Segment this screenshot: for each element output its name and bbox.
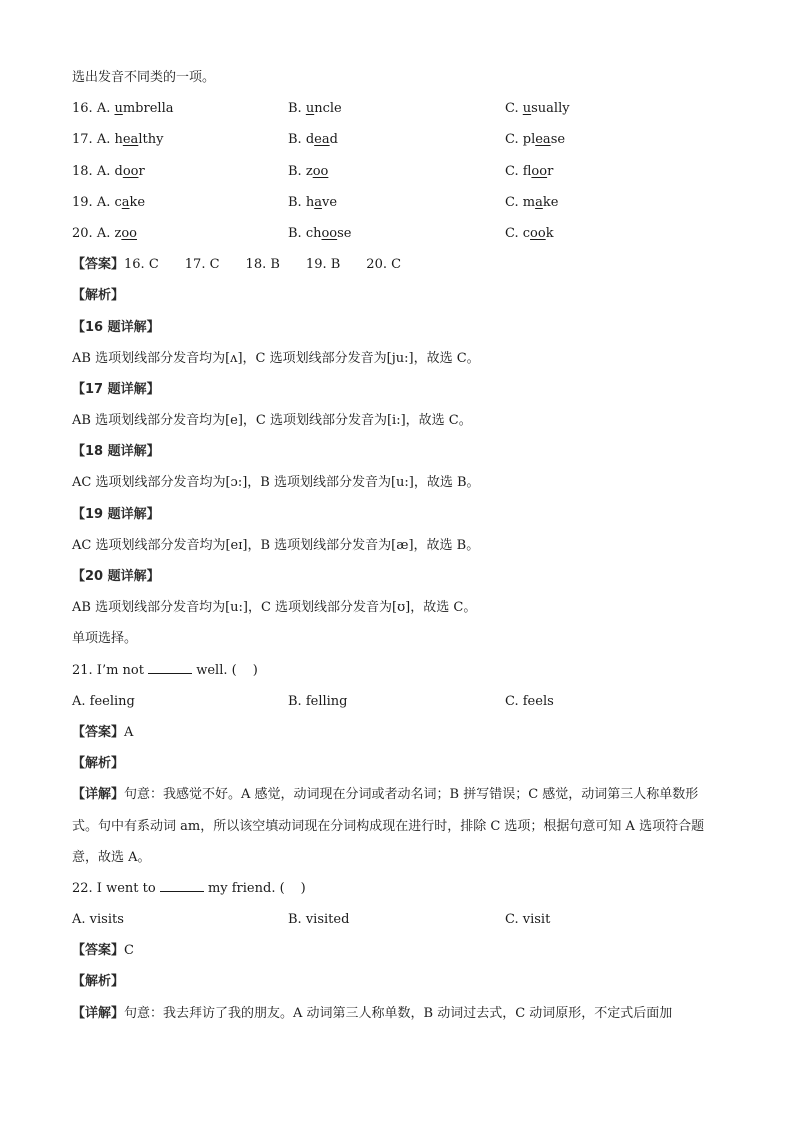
q22-option-c: C. visit	[505, 912, 551, 928]
question-row	[72, 93, 722, 124]
q22-stem-post: my friend. (	[203, 880, 285, 896]
answer-label: 【答案】	[72, 257, 125, 273]
option-text: B.	[288, 101, 306, 117]
option-c	[505, 93, 722, 124]
q21-option-c: C. feels	[505, 693, 554, 709]
option-text: C.	[505, 225, 523, 241]
detail-title-text: 【16 题详解】	[72, 319, 160, 335]
answer-item: 16. C	[124, 257, 159, 273]
option-text: 18.	[72, 163, 93, 179]
option-c	[505, 124, 722, 155]
underlined-letters: oo	[321, 225, 338, 241]
q22-detail-text: 句意：我去拜访了我的朋友。A 动词第三人称单数，B 动词过去式，C 动词原形，不定式后面加	[124, 1005, 673, 1021]
phonics-questions	[72, 93, 722, 249]
underlined-letters: oo	[122, 163, 139, 179]
underlined-letters: oo	[531, 163, 548, 179]
option-text: A.	[96, 163, 115, 179]
detail-title-text: 【17 题详解】	[72, 381, 160, 397]
option-a	[72, 93, 288, 124]
q21-analysis-heading	[72, 748, 722, 779]
option-a	[72, 218, 288, 249]
question-row	[72, 218, 722, 249]
option-text: ke	[129, 194, 146, 210]
option-text: 16.	[72, 101, 93, 117]
question-row	[72, 156, 722, 187]
option-text: k	[545, 225, 554, 241]
q22-blank	[160, 881, 204, 892]
detail-title	[72, 499, 722, 530]
document-page	[72, 62, 722, 1029]
q22-analysis-heading	[72, 966, 722, 997]
section1-instruction: 选出发音不同类的一项。	[72, 70, 216, 85]
q22-option-b: B. visited	[288, 912, 350, 928]
underlined-letters: a	[121, 194, 130, 210]
option-text: d	[305, 132, 315, 148]
q21-detail-label: 【详解】	[72, 787, 125, 803]
option-c	[505, 187, 722, 218]
underlined-letters: u	[522, 101, 532, 117]
option-text: 20.	[72, 225, 93, 241]
option-text: r	[138, 163, 145, 179]
option-text: d	[114, 163, 123, 179]
detail-text: AB 选项划线部分发音均为[u:]，C 选项划线部分发音为[ʊ]，故选 C。	[72, 600, 477, 616]
detail-title-text: 【19 题详解】	[72, 506, 160, 522]
underlined-letters: oo	[530, 225, 546, 241]
question-21-options	[72, 686, 722, 717]
q21-option-b: B. felling	[288, 693, 348, 709]
option-text: ch	[305, 225, 322, 241]
q21-answer: A	[124, 724, 134, 740]
question-22-options	[72, 904, 722, 935]
option-text: 17.	[72, 132, 93, 148]
option-text: B.	[288, 225, 306, 241]
option-text: B.	[288, 132, 306, 148]
question-row	[72, 124, 722, 155]
q21-answer-label: 【答案】	[72, 724, 125, 740]
q22-analysis-label: 【解析】	[72, 974, 125, 990]
answer-list	[124, 257, 427, 272]
option-text: h	[305, 194, 315, 210]
q21-stem-post: well. (	[192, 662, 237, 678]
detail-text: AB 选项划线部分发音均为[ʌ]，C 选项划线部分发音为[ju:]，故选 C。	[72, 350, 480, 366]
q22-answer: C	[124, 943, 134, 959]
answer-item: 18. B	[245, 257, 280, 273]
option-text: c	[114, 194, 122, 210]
detail-title-text: 【20 题详解】	[72, 569, 160, 584]
option-text: z	[114, 225, 122, 241]
q22-option-a: A. visits	[72, 912, 124, 928]
q21-answer-line	[72, 717, 722, 748]
option-text: C.	[505, 101, 523, 117]
analysis-label: 【解析】	[72, 288, 125, 304]
detail-text: AC 选项划线部分发音均为[eɪ]，B 选项划线部分发音为[æ]，故选 B。	[72, 537, 480, 553]
option-text: z	[305, 163, 313, 179]
option-text: c	[522, 225, 531, 241]
option-c	[505, 156, 722, 187]
option-text: mbrella	[122, 101, 174, 117]
option-text: sually	[531, 101, 570, 117]
option-c	[505, 218, 722, 249]
q21-option-a: A. feeling	[72, 693, 135, 709]
detail-title	[72, 436, 722, 467]
detail-title	[72, 312, 722, 343]
option-text: h	[114, 132, 123, 148]
option-text: r	[547, 163, 554, 179]
option-text: C.	[505, 163, 523, 179]
option-text: B.	[288, 194, 306, 210]
option-text: m	[522, 194, 536, 210]
option-a	[72, 156, 288, 187]
section2-instruction: 单项选择。	[72, 631, 138, 647]
option-text: se	[550, 132, 566, 148]
option-b	[288, 124, 505, 155]
underlined-letters: u	[114, 101, 123, 117]
option-text: A.	[96, 132, 115, 148]
underlined-letters: ea	[122, 132, 139, 148]
underlined-letters: u	[305, 101, 315, 117]
q21-detail	[72, 779, 722, 873]
question-row	[72, 187, 722, 218]
option-text: B.	[288, 163, 306, 179]
answer-line-16-20	[72, 249, 722, 280]
answer-item: 17. C	[184, 257, 220, 273]
option-a	[72, 187, 288, 218]
detail-title	[72, 374, 722, 405]
q21-blank	[148, 663, 192, 674]
option-b	[288, 93, 505, 124]
option-text: C.	[505, 194, 523, 210]
detail-title	[72, 561, 722, 592]
underlined-letters: oo	[312, 163, 329, 179]
question-21-stem	[72, 655, 722, 686]
q22-stem-pre: 22. I went to	[72, 880, 160, 896]
option-text: lthy	[138, 132, 164, 148]
underlined-letters: oo	[121, 225, 137, 241]
q21-detail-text: 句意：我感觉不好。A 感觉，动词现在分词或者动名词；B 拼写错误；C 感觉，动词第三人称单数形式。句中有系动词 am，所以该空填动词现在分词构成现在进行时，排除 C 选项；根据句意可知 A 选项符合题意，故选 A。	[72, 787, 705, 865]
option-b	[288, 218, 505, 249]
underlined-letters: a	[314, 194, 322, 210]
detail-list	[72, 312, 722, 624]
underlined-letters: a	[535, 194, 543, 210]
option-b	[288, 187, 505, 218]
answer-item: 20. C	[366, 257, 402, 273]
q21-stem-pre: 21. I’m not	[72, 662, 149, 678]
underlined-letters: ea	[314, 132, 330, 148]
option-text: 19.	[72, 194, 93, 210]
option-text: fl	[522, 163, 532, 179]
option-text: pl	[522, 132, 536, 148]
q22-detail	[72, 998, 722, 1029]
underlined-letters: ea	[535, 132, 551, 148]
analysis-heading	[72, 280, 722, 311]
option-text: se	[337, 225, 352, 241]
q21-paren-close: )	[252, 662, 258, 678]
option-text: ke	[542, 194, 559, 210]
question-22-stem	[72, 873, 722, 904]
option-a	[72, 124, 288, 155]
option-b	[288, 156, 505, 187]
detail-text: AB 选项划线部分发音均为[e]，C 选项划线部分发音为[i:]，故选 C。	[72, 413, 472, 429]
q22-detail-label: 【详解】	[72, 1005, 125, 1021]
option-text: A.	[96, 101, 115, 117]
q21-analysis-label: 【解析】	[72, 756, 125, 772]
q22-answer-line	[72, 935, 722, 966]
option-text: ve	[321, 194, 338, 210]
option-text: d	[329, 132, 338, 148]
detail-title-text: 【18 题详解】	[72, 444, 160, 460]
detail-text: AC 选项划线部分发音均为[ɔ:]，B 选项划线部分发音为[u:]，故选 B。	[72, 475, 480, 491]
option-text: C.	[505, 132, 523, 148]
option-text: A.	[96, 225, 115, 241]
q22-answer-label: 【答案】	[72, 943, 125, 959]
option-text: ncle	[314, 101, 342, 117]
q22-paren-close: )	[300, 880, 306, 896]
option-text: A.	[96, 194, 115, 210]
answer-item: 19. B	[305, 257, 341, 273]
